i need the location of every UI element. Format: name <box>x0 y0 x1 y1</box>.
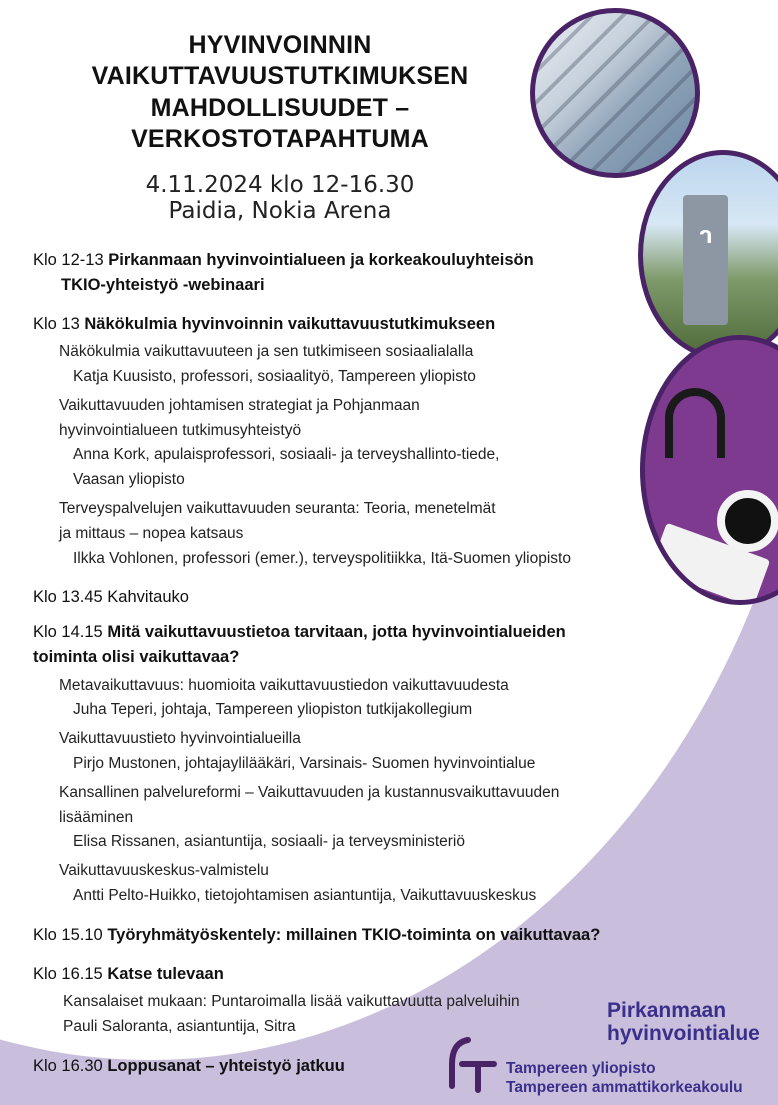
session-time: Klo 12-13 <box>33 251 104 269</box>
title-line: MAHDOLLISUUDET – <box>150 93 410 122</box>
event-datetime <box>40 172 520 225</box>
talk <box>59 727 723 777</box>
talk <box>59 497 723 571</box>
session-break: Klo 13.45 Kahvitauko <box>33 588 189 607</box>
pirkanmaa-logo <box>607 1000 760 1045</box>
tampere-logo-icon <box>448 1034 500 1094</box>
talk-speaker: Antti Pelto-Huikko, tietojohtamisen asiantuntija, Vaikuttavuuskeskus <box>73 887 537 905</box>
title-line: HYVINVOINNIN <box>188 31 372 59</box>
logo-text: hyvinvointialue <box>607 1021 760 1045</box>
talk-speaker: Pirjo Mustonen, johtajaylilääkäri, Varsinais- Suomen hyvinvointialue <box>73 755 536 773</box>
session-title-cont: toiminta olisi vaikuttavaa? <box>33 647 240 666</box>
coffee-cup-icon <box>717 490 778 552</box>
talk <box>59 781 723 855</box>
tampere-universities-logo <box>506 1060 743 1097</box>
talk-title: Kansalaiset mukaan: Puntaroimalla lisää vaikuttavuutta palveluihin <box>63 993 520 1011</box>
talk-title: Metavaikuttavuus: huomioita vaikuttavuustiedon vaikuttavuudesta <box>59 676 509 694</box>
session-coffee <box>33 585 723 610</box>
session-title: Mitä vaikuttavuustietoa tarvitaan, jotta hyvinvointialueiden <box>107 623 566 642</box>
talk-title: Vaikuttavuuskeskus-valmistelu <box>59 862 269 880</box>
program <box>33 248 723 1085</box>
session-title: Näkökulmia hyvinvoinnin vaikuttavuustutkimukseen <box>84 314 496 333</box>
talk-speaker: Juha Teperi, johtaja, Tampereen yliopiston tutkijakollegium <box>73 701 473 719</box>
session-1415 <box>33 620 723 909</box>
session-title: Loppusanat – yhteistyö jatkuu <box>107 1056 345 1075</box>
talk <box>59 394 723 493</box>
talk-title: lisääminen <box>59 808 134 826</box>
talk-title: Kansallinen palvelureformi – Vaikuttavuuden ja kustannusvaikuttavuuden <box>59 783 560 801</box>
talk-speaker: Vaasan yliopisto <box>73 471 185 489</box>
talk-title: Vaikuttavuuden johtamisen strategiat ja Pohjanmaan <box>59 396 420 414</box>
building-logo-icon: ᒉ <box>699 227 713 248</box>
talk <box>59 674 723 724</box>
session-title: Työryhmätyöskentely: millainen TKIO-toiminta on vaikuttavaa? <box>107 925 601 944</box>
talk-title: hyvinvointialueen tutkimusyhteistyö <box>59 421 302 439</box>
session-1510 <box>33 923 723 948</box>
event-title <box>40 30 520 155</box>
event-date: 4.11.2024 klo 12-16.30 <box>145 172 415 198</box>
title-line: VERKOSTOTAPAHTUMA <box>131 124 429 153</box>
talk-title: Näkökulmia vaikuttavuuteen ja sen tutkimiseen sosiaalialalla <box>59 343 474 361</box>
talk-speaker: Katja Kuusisto, professori, sosiaalityö, Tampereen yliopisto <box>73 368 476 386</box>
session-time: Klo 14.15 <box>33 623 103 642</box>
session-time: Klo 16.15 <box>33 964 103 983</box>
logo-text: Pirkanmaan <box>607 999 727 1022</box>
session-12 <box>33 248 723 298</box>
session-title: Katse tulevaan <box>107 964 224 983</box>
talk-speaker: Elisa Rissanen, asiantuntija, sosiaali- ja terveysministeriö <box>73 833 465 851</box>
talk-title: Terveyspalvelujen vaikuttavuuden seuranta: Teoria, menetelmät <box>59 500 496 518</box>
logo-text: Tampereen yliopisto <box>506 1060 656 1077</box>
session-time: Klo 15.10 <box>33 925 103 944</box>
session-time: Klo 16.30 <box>33 1056 103 1075</box>
session-title: Pirkanmaan hyvinvointialueen ja korkeakouluyhteisön <box>108 251 534 269</box>
session-time: Klo 13 <box>33 314 80 333</box>
talk <box>59 859 723 909</box>
talk <box>59 340 723 390</box>
logo-text: Tampereen ammattikorkeakoulu <box>506 1078 743 1096</box>
session-13 <box>33 312 723 572</box>
talk-title: ja mittaus – nopea katsaus <box>59 524 244 542</box>
talk-speaker: Ilkka Vohlonen, professori (emer.), terveyspolitiikka, Itä-Suomen yliopisto <box>73 549 571 567</box>
title-line: VAIKUTTAVUUSTUTKIMUKSEN <box>91 62 469 91</box>
talk-speaker: Pauli Saloranta, asiantuntija, Sitra <box>63 1018 296 1036</box>
event-venue: Paidia, Nokia Arena <box>168 198 392 225</box>
building-facade-photo <box>530 8 700 178</box>
talk-title: Vaikuttavuustieto hyvinvointialueilla <box>59 730 301 748</box>
session-title-cont: TKIO-yhteistyö -webinaari <box>61 275 265 294</box>
talk-speaker: Anna Kork, apulaisprofessori, sosiaali- ja terveyshallinto-tiede, <box>73 446 500 464</box>
